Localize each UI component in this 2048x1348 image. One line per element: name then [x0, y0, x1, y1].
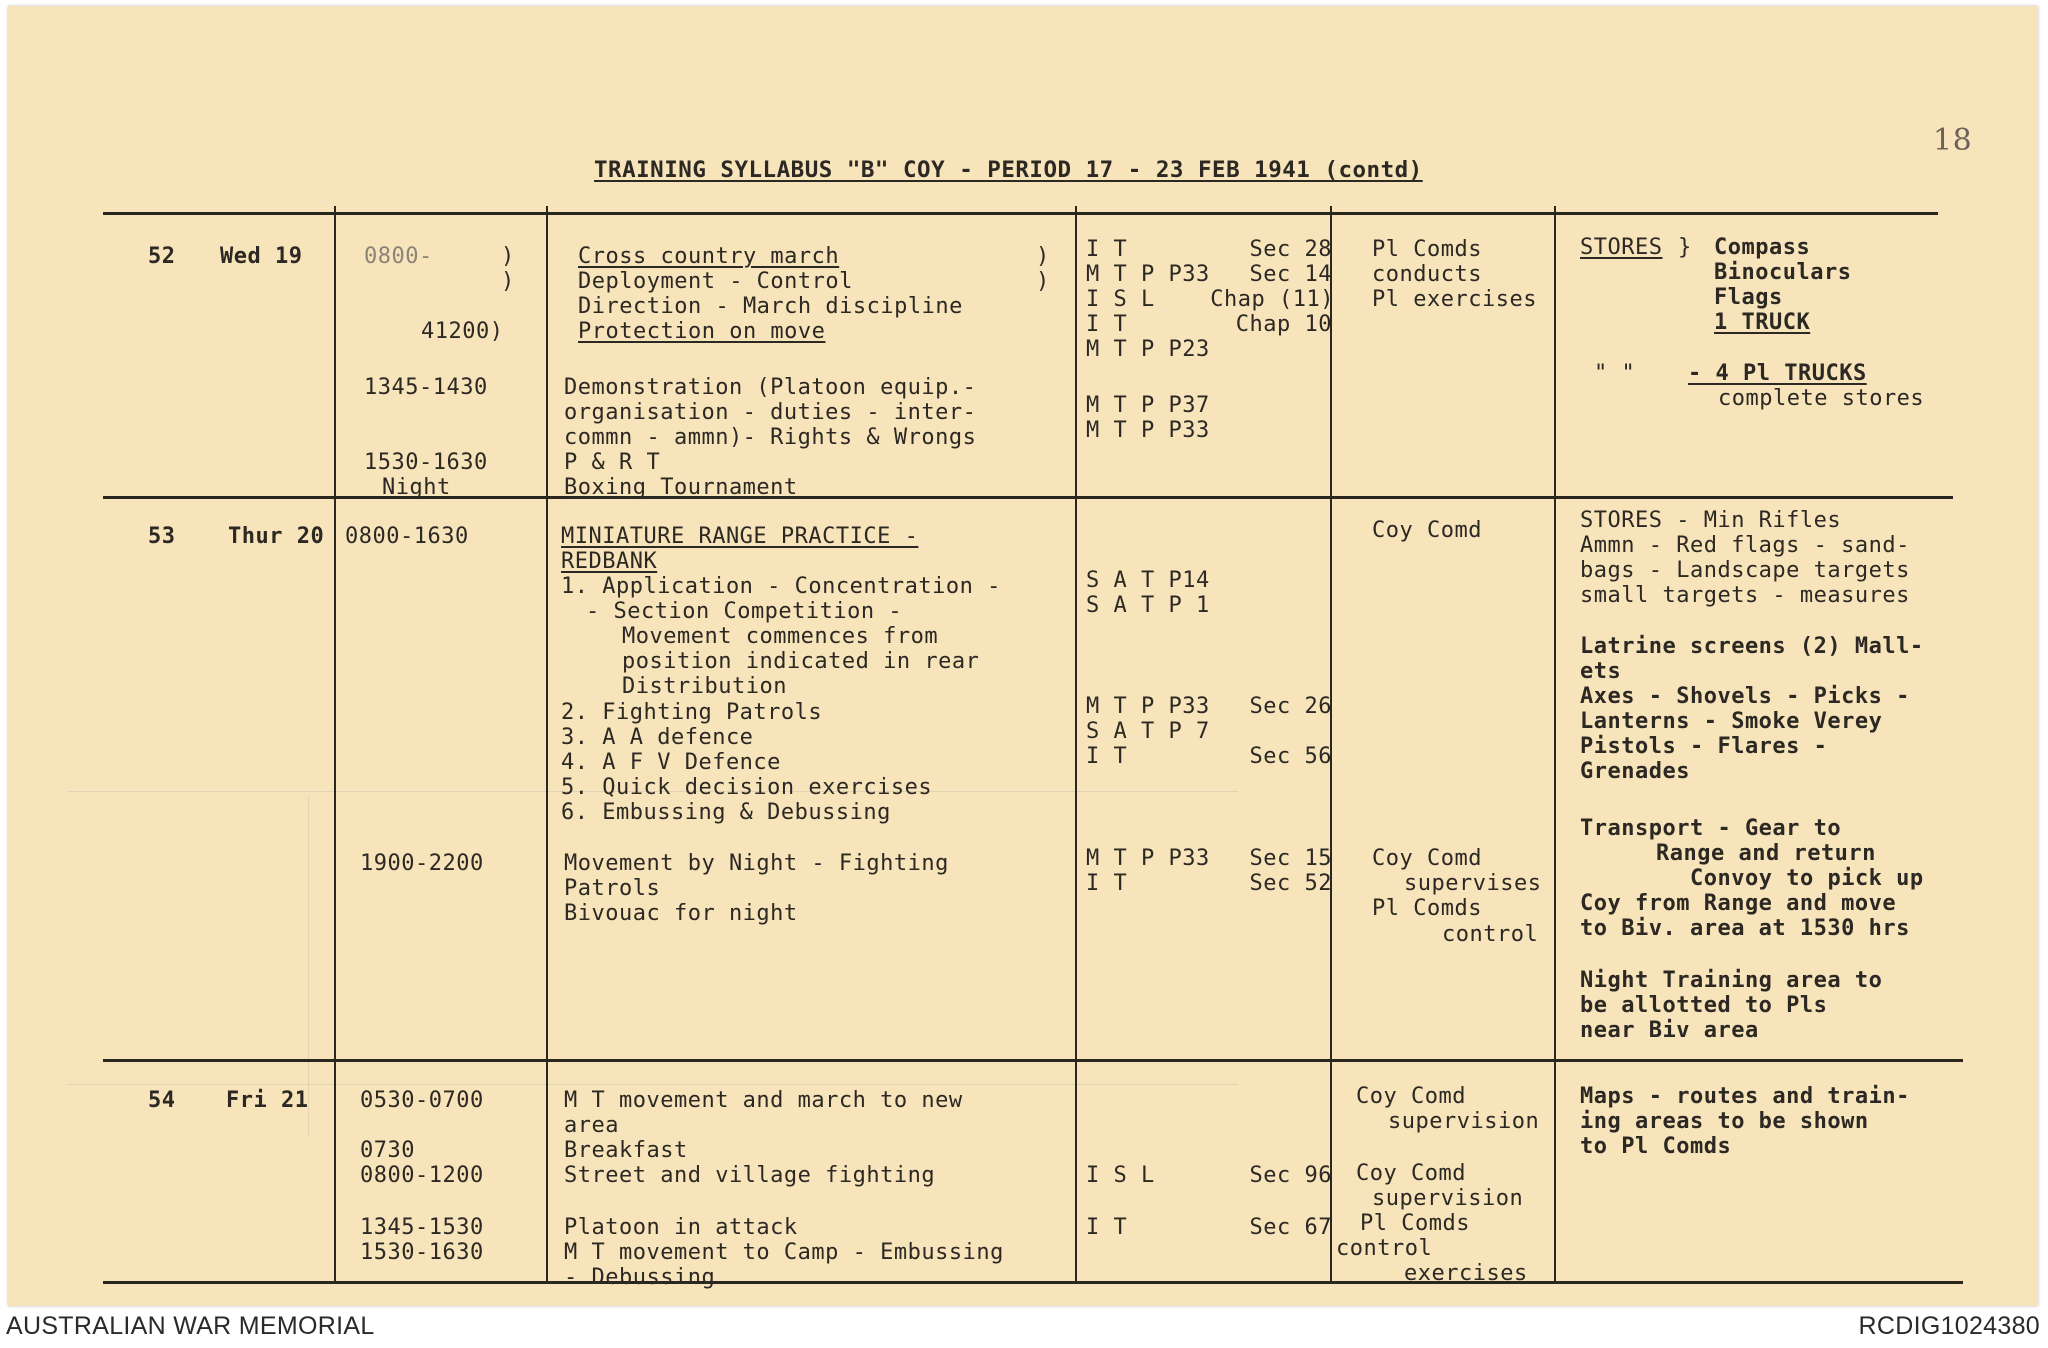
section-ref: Sec 15: [1249, 846, 1332, 871]
subject: 5. Quick decision exercises: [561, 775, 933, 800]
time-slot: 0800-1200: [360, 1163, 484, 1188]
document-title: TRAINING SYLLABUS "B" COY - PERIOD 17 - 23 FEB 1941 (contd): [594, 157, 1423, 183]
supervision: supervises: [1404, 871, 1542, 896]
subject: 2. Fighting Patrols: [561, 700, 823, 725]
page-number: 18: [1933, 123, 1973, 158]
time-slot: 1900-2200: [360, 851, 484, 876]
reference: S A T P14: [1086, 568, 1210, 593]
day-name: Thur 20: [228, 524, 325, 549]
reference: I T: [1086, 312, 1128, 337]
reference: I S L: [1086, 1163, 1155, 1188]
stores-line: Pistols - Flares -: [1580, 734, 1828, 759]
stores-line: Latrine screens (2) Mall-: [1580, 634, 1924, 659]
time-slot: 0800-1630: [345, 524, 469, 549]
column-rule: [546, 206, 548, 1284]
subject: Movement commences from: [622, 624, 939, 649]
reference: I T: [1086, 1215, 1128, 1240]
subject: M T movement and march to new: [564, 1088, 963, 1113]
day-name: Fri 21: [226, 1088, 309, 1113]
stores-line: small targets - measures: [1580, 583, 1910, 608]
subject: MINIATURE RANGE PRACTICE -: [561, 524, 919, 549]
reference: I T: [1086, 871, 1128, 896]
stores-line: Coy from Range and move: [1580, 891, 1897, 916]
show-through-text: [88, 854, 101, 879]
ditto-mark: " ": [1594, 361, 1636, 386]
subject: - Debussing: [564, 1265, 716, 1290]
stores-line: Range and return: [1656, 841, 1876, 866]
bracket: ): [1036, 269, 1050, 294]
time-slot: Night: [382, 475, 451, 500]
stores-note: complete stores: [1718, 386, 1925, 411]
reference: I T: [1086, 237, 1128, 262]
supervision: Pl Comds: [1372, 237, 1482, 262]
time-slot: 1345-1530: [360, 1215, 484, 1240]
reference: M T P P23: [1086, 337, 1210, 362]
section-ref: Sec 56: [1249, 744, 1332, 769]
stores-line: to Biv. area at 1530 hrs: [1580, 916, 1910, 941]
column-rule: [334, 206, 336, 1284]
subject: Street and village fighting: [564, 1163, 936, 1188]
row-divider: [103, 1059, 1963, 1062]
time-slot: 0530-0700: [360, 1088, 484, 1113]
day-number: 53: [148, 524, 176, 549]
stores-item: Flags: [1714, 285, 1783, 310]
supervision: exercises: [1404, 1261, 1528, 1286]
reference: I S L: [1086, 287, 1155, 312]
stores-line: ets: [1580, 659, 1622, 684]
time-slot: 0800-: [364, 244, 433, 269]
subject: Demonstration (Platoon equip.-: [564, 375, 977, 400]
section-ref: Sec 67: [1249, 1215, 1332, 1240]
stores-label: STORES: [1580, 235, 1663, 260]
stores-line: Lanterns - Smoke Verey: [1580, 709, 1883, 734]
supervision: supervision: [1388, 1109, 1540, 1134]
table-top-rule: [103, 212, 1938, 215]
stores-line: STORES - Min Rifles: [1580, 508, 1842, 533]
document-paper: [8, 6, 2038, 1306]
time-slot: 0730: [360, 1138, 415, 1163]
supervision: Pl Comds: [1360, 1211, 1470, 1236]
stores-line: ing areas to be shown: [1580, 1109, 1869, 1134]
subject: commn - ammn)- Rights & Wrongs: [564, 425, 977, 450]
supervision: Pl exercises: [1372, 287, 1537, 312]
stores-line: Night Training area to: [1580, 968, 1883, 993]
stores-line: bags - Landscape targets: [1580, 558, 1910, 583]
subject: area: [564, 1113, 619, 1138]
subject: M T movement to Camp - Embussing: [564, 1240, 1004, 1265]
subject: REDBANK: [561, 549, 658, 574]
reference: M T P P33: [1086, 418, 1210, 443]
day-name: Wed 19: [220, 244, 303, 269]
time-slot: 41200): [421, 319, 504, 344]
subject: - Section Competition -: [586, 599, 903, 624]
subject: Distribution: [622, 674, 787, 699]
supervision: conducts: [1372, 262, 1482, 287]
column-rule: [1554, 206, 1556, 1284]
subject: Protection on move: [578, 319, 826, 344]
subject: organisation - duties - inter-: [564, 400, 977, 425]
time-slot: 1530-1630: [360, 1240, 484, 1265]
reference: M T P P37: [1086, 393, 1210, 418]
subject: Breakfast: [564, 1138, 688, 1163]
section-ref: Sec 28: [1249, 237, 1332, 262]
stores-line: Maps - routes and train-: [1580, 1084, 1910, 1109]
stores-trucks: - 4 Pl TRUCKS: [1688, 361, 1867, 386]
stores-line: to Pl Comds: [1580, 1134, 1732, 1159]
subject: Platoon in attack: [564, 1215, 798, 1240]
subject: Cross country march: [578, 244, 840, 269]
footer-institution: AUSTRALIAN WAR MEMORIAL: [6, 1312, 375, 1340]
day-number: 52: [148, 244, 176, 269]
subject: Boxing Tournament: [564, 475, 798, 500]
supervision: Pl Comds: [1372, 896, 1482, 921]
stores-line: Ammn - Red flags - sand-: [1580, 533, 1910, 558]
day-number: 54: [148, 1088, 176, 1113]
stores-line: Grenades: [1580, 759, 1690, 784]
subject: Bivouac for night: [564, 901, 798, 926]
table-bottom-rule: [103, 1281, 1963, 1284]
section-ref: Sec 14: [1249, 262, 1332, 287]
supervision: Coy Comd: [1356, 1084, 1466, 1109]
bracket: ): [501, 244, 515, 269]
subject: 1. Application - Concentration -: [561, 574, 1001, 599]
supervision: control: [1336, 1236, 1433, 1261]
section-ref: Sec 26: [1249, 694, 1332, 719]
bracket: ): [501, 269, 515, 294]
supervision: Coy Comd: [1372, 518, 1482, 543]
reference: S A T P 1: [1086, 593, 1210, 618]
column-rule: [1075, 206, 1077, 1284]
subject: Movement by Night - Fighting: [564, 851, 949, 876]
section-ref: Sec 96: [1249, 1163, 1332, 1188]
supervision: control: [1442, 922, 1539, 947]
time-slot: 1530-1630: [364, 450, 488, 475]
section-ref: Chap (11): [1210, 287, 1334, 312]
show-through-line: [308, 796, 309, 1136]
stores-item: Binoculars: [1714, 260, 1852, 285]
reference: M T P P33: [1086, 262, 1210, 287]
subject: position indicated in rear: [622, 649, 980, 674]
reference: I T: [1086, 744, 1128, 769]
stores-line: be allotted to Pls: [1580, 993, 1828, 1018]
footer-record-id: RCDIG1024380: [1858, 1312, 2040, 1340]
section-ref: Chap 10: [1235, 312, 1332, 337]
bracket: ): [1036, 244, 1050, 269]
stores-item: 1 TRUCK: [1714, 310, 1811, 335]
stores-line: Axes - Shovels - Picks -: [1580, 684, 1910, 709]
reference: M T P P33: [1086, 694, 1210, 719]
stores-line: Transport - Gear to: [1580, 816, 1842, 841]
subject: 3. A A defence: [561, 725, 754, 750]
subject: Direction - March discipline: [578, 294, 963, 319]
stores-brace: }: [1678, 235, 1692, 260]
stores-line: Convoy to pick up: [1690, 866, 1924, 891]
subject: 6. Embussing & Debussing: [561, 800, 891, 825]
section-ref: Sec 52: [1249, 871, 1332, 896]
subject: 4. A F V Defence: [561, 750, 781, 775]
subject: Deployment - Control: [578, 269, 853, 294]
reference: M T P P33: [1086, 846, 1210, 871]
reference: S A T P 7: [1086, 719, 1210, 744]
supervision: Coy Comd: [1372, 846, 1482, 871]
supervision: Coy Comd: [1356, 1161, 1466, 1186]
row-divider: [103, 496, 1953, 499]
supervision: supervision: [1372, 1186, 1524, 1211]
stores-line: near Biv area: [1580, 1018, 1759, 1043]
show-through-line: [68, 1084, 1238, 1085]
subject: P & R T: [564, 450, 661, 475]
stores-item: Compass: [1714, 235, 1811, 260]
subject: Patrols: [564, 876, 661, 901]
time-slot: 1345-1430: [364, 375, 488, 400]
